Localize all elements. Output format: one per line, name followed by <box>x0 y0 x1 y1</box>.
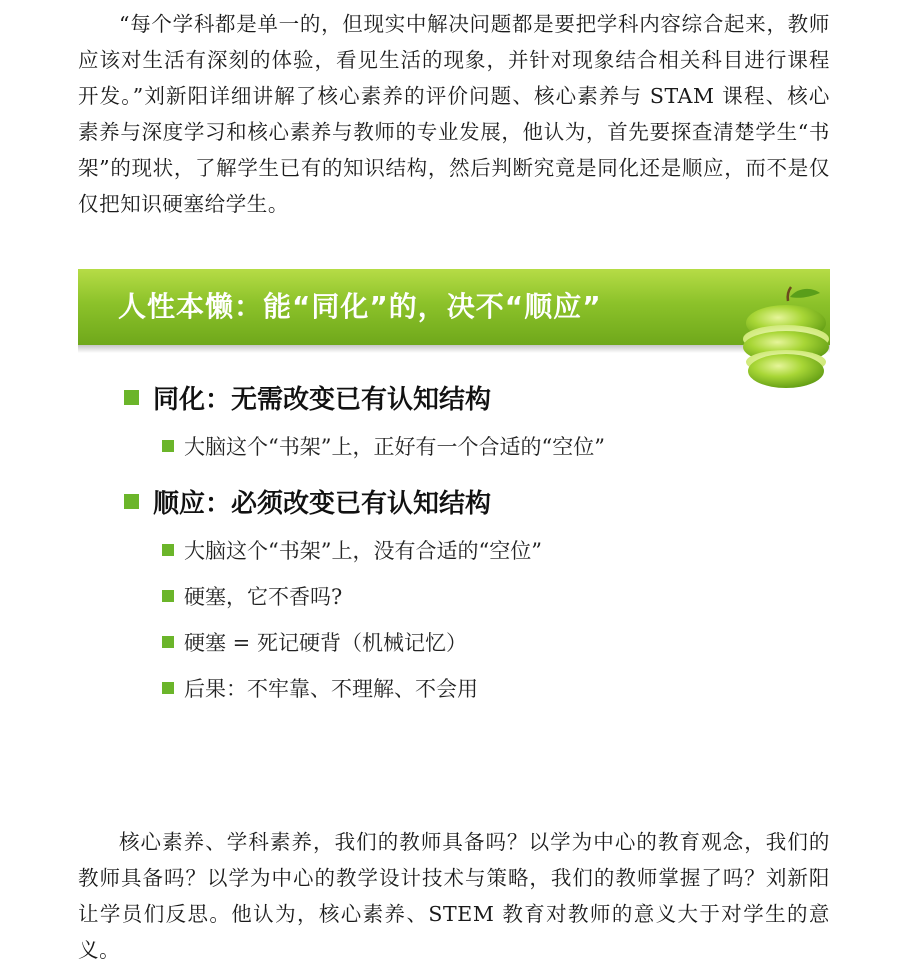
slide-bullet-level-2 <box>162 673 478 703</box>
slide-bullet-level-2 <box>162 431 605 461</box>
slide-title: 人性本懒：能“同化”的，决不“顺应” <box>118 290 602 323</box>
bullet-text: 大脑这个“书架”上，正好有一个合适的“空位” <box>184 435 605 459</box>
bullet-square-icon <box>162 590 174 602</box>
embedded-slide-image <box>78 269 830 808</box>
bullet-text: 顺应：必须改变已有认知结构 <box>153 489 492 519</box>
bullet-text: 后果：不牢靠、不理解、不会用 <box>184 677 478 701</box>
slide-bullet-level-2 <box>162 627 467 657</box>
article-paragraph: 核心素养、学科素养，我们的教师具备吗？以学为中心的教育观念，我们的教师具备吗？以学为中心的教学设计技术与策略，我们的教师掌握了吗？刘新阳让学员们反思。他认为，核心素养、STEM 教育对教师的意义大于对学生的意义。 <box>78 830 830 962</box>
slide-bullet-level-1 <box>124 379 491 416</box>
bullet-square-icon <box>162 636 174 648</box>
bullet-text: 硬塞 = 死记硬背（机械记忆） <box>184 631 467 655</box>
slide-bullet-level-1 <box>124 483 491 520</box>
green-apple-icon <box>738 283 830 393</box>
bullet-text: 同化：无需改变已有认知结构 <box>153 385 492 415</box>
bullet-text: 大脑这个“书架”上，没有合适的“空位” <box>184 539 542 563</box>
bullet-text: 硬塞，它不香吗? <box>184 585 343 609</box>
bullet-square-icon <box>124 390 139 405</box>
article-paragraph: “每个学科都是单一的，但现实中解决问题都是要把学科内容综合起来，教师应该对生活有深刻的体验，看见生活的现象，并针对现象结合相关科目进行课程开发。”刘新阳详细讲解了核心素养的评价问题、核心素养与 STAM 课程、核心素养与深度学习和核心素养与教师的专业发展，他认为，首先要探查清楚学生“书架”的现状，了解学生已有的知识结构，然后判断究竟是同化还是顺应，而不是仅仅把知识硬塞给学生。 <box>78 12 830 216</box>
bullet-square-icon <box>162 440 174 452</box>
bullet-square-icon <box>162 544 174 556</box>
slide-header-shadow <box>78 345 830 353</box>
bullet-square-icon <box>124 494 139 509</box>
slide-bullet-level-2 <box>162 535 542 565</box>
bullet-square-icon <box>162 682 174 694</box>
slide-bullet-level-2 <box>162 581 342 611</box>
